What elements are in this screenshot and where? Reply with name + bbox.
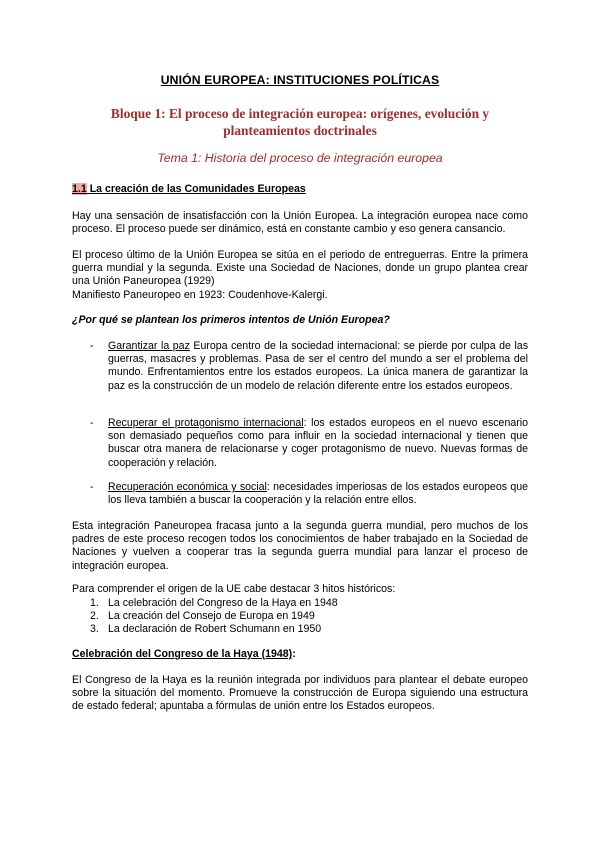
bullet-item [90,481,528,507]
list-text: La celebración del Congreso de la Haya en 1948 [108,597,338,609]
list-number: 3. [90,623,99,636]
question-heading: ¿Por qué se plantean los primeros intentos de Unión Europea? [72,314,390,326]
list-text: La creación del Consejo de Europa en 1949 [108,610,315,623]
bullet-lead: Recuperar el protagonismo internacional [108,417,304,429]
intro-paragraph-1: Hay una sensación de insatisfacción con la Unión Europea. La integración europea nace como proceso. El proceso puede ser dinámico, está en constante cambio y eso genera cansancio. [72,210,528,236]
bullet-dash: - [90,340,94,352]
bullet-text: : necesidades imperiosas de los estados europeos que los lleva también a buscar la cooperación y la relación entre ellos. [108,481,528,507]
bullet-item [90,340,528,393]
intro-paragraph-2: El proceso último de la Unión Europea se sitúa en el periodo de entreguerras. Entre la primera guerra mundial y la segunda. Existe una Sociedad de Naciones, donde un grupo plantea crear una Unión Paneuropea (1929) [72,249,528,288]
bullet-item [90,417,528,470]
milestones-intro: Para comprender el origen de la UE cabe destacar 3 hitos históricos: [72,583,396,595]
section-title: La creación de las Comunidades Europeas [89,183,306,195]
bullet-dash: - [90,417,94,429]
paneuropa-paragraph: Esta integración Paneuropea fracasa junto a la segunda guerra mundial, pero muchos de los padres de este proceso recogen todos los conocimientos de haber trabajado en la Sociedad de Naciones y vuelven a cooperar tras la segunda guerra mundial para lanzar el proceso de integración europea. [72,520,528,572]
block-title: Bloque 1: El proceso de integración europea: orígenes, evolución y planteamientos doctrinales [110,106,490,138]
section-number: 1.1 [72,183,87,195]
list-item [90,597,338,610]
bullet-lead: Recuperación económica y social [108,481,267,493]
congress-heading-suffix: : [292,648,296,660]
section-heading [72,183,306,195]
topic-title: Tema 1: Historia del proceso de integración europea [157,151,443,165]
bullet-text: Europa centro de la sociedad internacional: se pierde por culpa de las guerras, masacres y problemas. Pasa de ser el centro del mundo a ser el problema del mundo. Enfrentamientos entre los estados europeos. La única manera de garantizar la paz es la construcción de un modelo de relación diferente entre los estados europeos. [108,340,528,392]
list-text: La declaración de Robert Schumann en 1950 [108,623,322,636]
bullet-text: : los estados europeos en el nuevo escenario son demasiado pequeños como para influir en la sociedad internacional y tienen que buscar otra manera de relacionarse y coger protagonismo de nuevo. Nuevas formas de cooperación y relación. [108,417,529,469]
bullet-dash: - [90,481,94,493]
milestones-list [90,597,338,637]
congress-heading [72,648,296,660]
list-item [90,610,338,623]
bullet-body [108,417,528,470]
bullet-body [108,340,528,393]
list-item [90,623,338,636]
congress-paragraph: El Congreso de la Haya es la reunión integrada por individuos para plantear el debate europeo sobre la situación del momento. Promueve la construcción de Europa siguiendo una estructura de estado federal; apuntaba a fórmulas de unión entre los Estados europeos. [72,674,528,713]
list-number: 2. [90,610,99,623]
intro-paragraph-3: Manifiesto Paneuropeo en 1923: Coudenhove-Kalergi. [72,289,328,301]
bullet-body [108,481,528,507]
bullet-lead: Garantizar la paz [108,340,190,352]
congress-heading-text: Celebración del Congreso de la Haya (1948) [72,648,293,660]
document-title: UNIÓN EUROPEA: INSTITUCIONES POLÍTICAS [160,73,440,87]
list-number: 1. [90,597,99,609]
